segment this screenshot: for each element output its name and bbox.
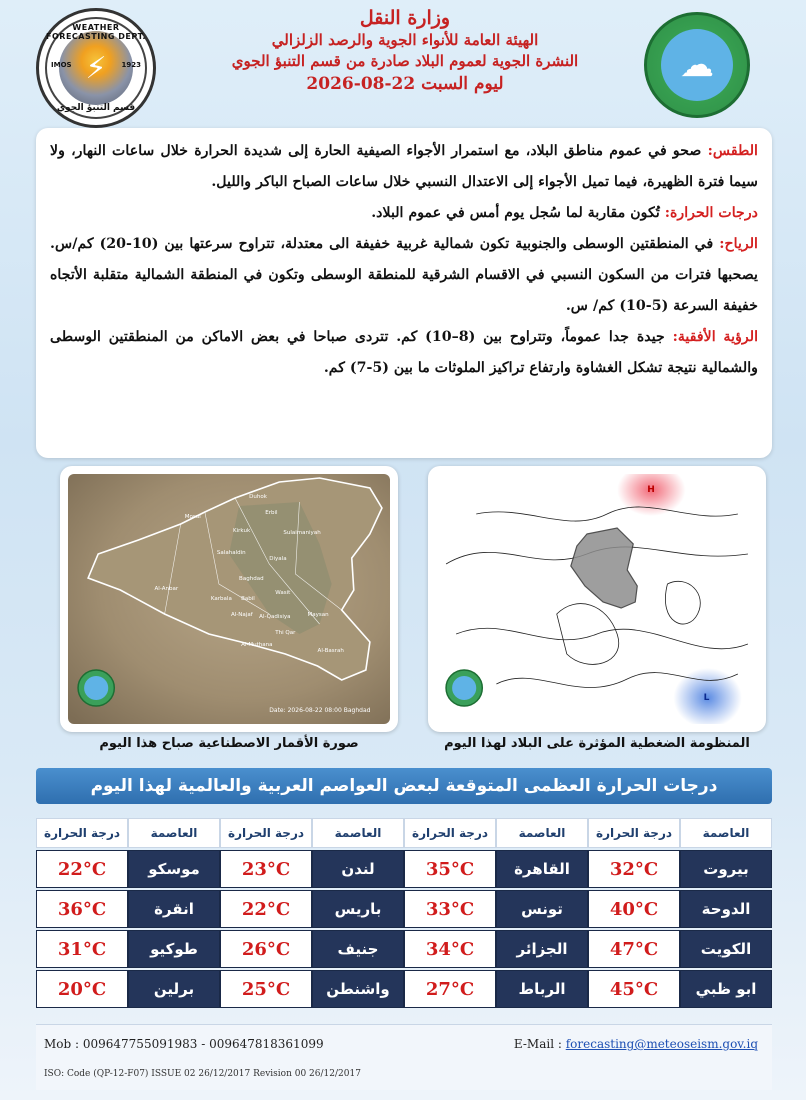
logo-text-side-right: 1923	[121, 61, 141, 69]
city-label-wasit: Wasit	[275, 590, 291, 596]
iraqi-meteorological-organization-logo	[644, 12, 750, 118]
ministry-title: وزارة النقل	[359, 7, 451, 29]
city-cell: الدوحة	[680, 890, 772, 928]
email-link[interactable]: forecasting@meteoseism.gov.iq	[565, 1037, 758, 1051]
temperature-cell: 25°C	[220, 970, 312, 1008]
city-label-al-anbar: Al-Anbar	[154, 586, 179, 592]
temperature-cell: 33°C	[404, 890, 496, 928]
temperature-cell: 40°C	[588, 890, 680, 928]
column-header-city: العاصمة	[496, 818, 588, 848]
email-label: E-Mail :	[513, 1037, 566, 1051]
city-label-al-qadisiya: Al-Qadisiya	[259, 614, 291, 620]
pressure-map	[436, 474, 758, 724]
cloud-icon: ☁	[661, 29, 733, 101]
city-cell: واشنطن	[312, 970, 404, 1008]
city-label-baghdad: Baghdad	[239, 576, 264, 582]
bulletin-date: ليوم السبت 22-08-2026	[306, 74, 504, 94]
wind-paragraph	[50, 229, 758, 322]
capitals-temperature-table	[36, 818, 772, 1008]
city-label-sulaimaniyah: Sulaimaniyah	[283, 530, 321, 536]
column-header-city: العاصمة	[312, 818, 404, 848]
bulletin-header	[200, 6, 610, 96]
city-cell: القاهرة	[496, 850, 588, 888]
high-pressure-label: H	[647, 485, 655, 495]
logo-text-bottom: قسم التنبؤ الجوي	[56, 103, 136, 113]
weather-forecasting-dept-logo	[36, 8, 156, 128]
temperature-cell: 36°C	[36, 890, 128, 928]
column-header-temperature: درجة الحرارة	[404, 818, 496, 848]
city-cell: بيروت	[680, 850, 772, 888]
visibility-label: الرؤية الأفقية:	[672, 329, 759, 345]
bulletin-title: النشرة الجوية لعموم البلاد صادرة من قسم التنبؤ الجوي	[231, 52, 579, 70]
pressure-map-card	[428, 466, 766, 732]
authority-title: الهيئة العامة للأنواء الجوية والرصد الزلزالي	[271, 31, 539, 49]
city-label-karbala: Karbala	[210, 596, 232, 602]
satellite-timestamp: Date: 2026-08-22 08:00 Baghdad	[269, 707, 371, 714]
column-header-temperature: درجة الحرارة	[588, 818, 680, 848]
visibility-paragraph	[50, 322, 758, 384]
pressure-caption: المنظومة الضغطية المؤثرة على البلاد لهذا اليوم	[444, 736, 750, 751]
satellite-image-card	[60, 466, 398, 732]
footer	[36, 1024, 772, 1090]
city-cell: موسكو	[128, 850, 220, 888]
city-label-babil: Babil	[241, 596, 255, 602]
iso-code: ISO: Code (QP-12-F07) ISSUE 02 26/12/2017 Revision 00 26/12/2017	[44, 1069, 361, 1079]
wind-text: في المنطقتين الوسطى والجنوبية تكون شمالية غربية خفيفة الى معتدلة، تتراوح سرعتها بين (10-20) كم/س. يصحبها فترات من السكون النسبي في الاقسام الشرقية للمنطقة الوسطى وتكون في المنطقة الشمالية متقلبة الأتجاه خفيفة السرعة (5-10) كم/ س.	[50, 236, 758, 314]
city-label-al-muthana: Al-Muthana	[241, 642, 273, 648]
weather-label: الطقس:	[707, 143, 758, 159]
city-label-maysan: Maysan	[307, 612, 329, 618]
temperature-paragraph	[50, 198, 758, 229]
temperature-cell: 22°C	[220, 890, 312, 928]
city-label-salahaldin: Salahaldin	[216, 550, 246, 556]
temperature-cell: 32°C	[588, 850, 680, 888]
low-pressure-label: L	[703, 693, 710, 703]
city-cell: الجزائر	[496, 930, 588, 968]
column-header-city: العاصمة	[680, 818, 772, 848]
satellite-image	[68, 474, 390, 724]
wind-label: الرياح:	[719, 236, 758, 252]
temperature-cell: 27°C	[404, 970, 496, 1008]
city-cell: برلين	[128, 970, 220, 1008]
city-label-mosul: Mosul	[184, 514, 201, 520]
temperature-cell: 47°C	[588, 930, 680, 968]
city-cell: انقرة	[128, 890, 220, 928]
visibility-text: جيدة جدا عموماً، وتتراوح بين (8–10) كم. تتردى صباحا في بعض الاماكن من المنطقتين الوسطى والشمالية نتيجة تشكل الغشاوة وارتفاع تراكيز الملوثات ما بين (5-7) كم.	[50, 329, 758, 376]
logo-text-top: WEATHER FORECASTING DEPT.	[46, 23, 146, 41]
logo-text-side-left: IMOS	[51, 61, 72, 69]
temperature-cell: 45°C	[588, 970, 680, 1008]
temperature-label: درجات الحرارة:	[664, 205, 758, 221]
city-cell: باريس	[312, 890, 404, 928]
city-cell: ابو ظبي	[680, 970, 772, 1008]
temperature-cell: 23°C	[220, 850, 312, 888]
city-label-diyala: Diyala	[269, 556, 287, 562]
column-header-city: العاصمة	[128, 818, 220, 848]
city-label-al-najaf: Al-Najaf	[231, 612, 253, 618]
city-label-al-basrah: Al-Basrah	[317, 648, 344, 654]
column-header-temperature: درجة الحرارة	[220, 818, 312, 848]
mobile-numbers: Mob : 009647755091983 - 009647818361099	[44, 1037, 324, 1051]
column-header-temperature: درجة الحرارة	[36, 818, 128, 848]
weather-text: صحو في عموم مناطق البلاد، مع استمرار الأجواء الصيفية الحارة إلى شديدة الحرارة خلال ساعات النهار، ولا سيما فترة الظهيرة، فيما تميل الأجواء إلى الاعتدال النسبي خلال ساعات الصباح الباكر والليل.	[50, 143, 758, 190]
temperature-cell: 22°C	[36, 850, 128, 888]
temperature-text: تُكون مقاربة لما سُجل يوم أمس في عموم البلاد.	[371, 205, 665, 221]
email-line	[514, 1037, 758, 1051]
city-label-kirkuk: Kirkuk	[233, 528, 251, 534]
city-cell: جنيف	[312, 930, 404, 968]
city-cell: لندن	[312, 850, 404, 888]
city-cell: الرباط	[496, 970, 588, 1008]
lightning-icon: ⚡	[59, 31, 133, 105]
temperature-cell: 26°C	[220, 930, 312, 968]
temperature-cell: 31°C	[36, 930, 128, 968]
weather-paragraph	[50, 136, 758, 198]
temperature-cell: 34°C	[404, 930, 496, 968]
city-cell: طوكيو	[128, 930, 220, 968]
satellite-caption: صورة الأقمار الاصطناعية صباح هذا اليوم	[99, 736, 359, 751]
forecast-text-panel	[36, 128, 772, 458]
city-label-thi-qar: Thi Qar	[275, 630, 296, 636]
capitals-banner: درجات الحرارة العظمى المتوقعة لبعض العواصم العربية والعالمية لهذا اليوم	[36, 768, 772, 804]
temperature-cell: 20°C	[36, 970, 128, 1008]
city-cell: الكويت	[680, 930, 772, 968]
city-cell: تونس	[496, 890, 588, 928]
temperature-cell: 35°C	[404, 850, 496, 888]
city-label-duhok: Duhok	[249, 494, 267, 500]
city-label-erbil: Erbil	[265, 510, 278, 516]
